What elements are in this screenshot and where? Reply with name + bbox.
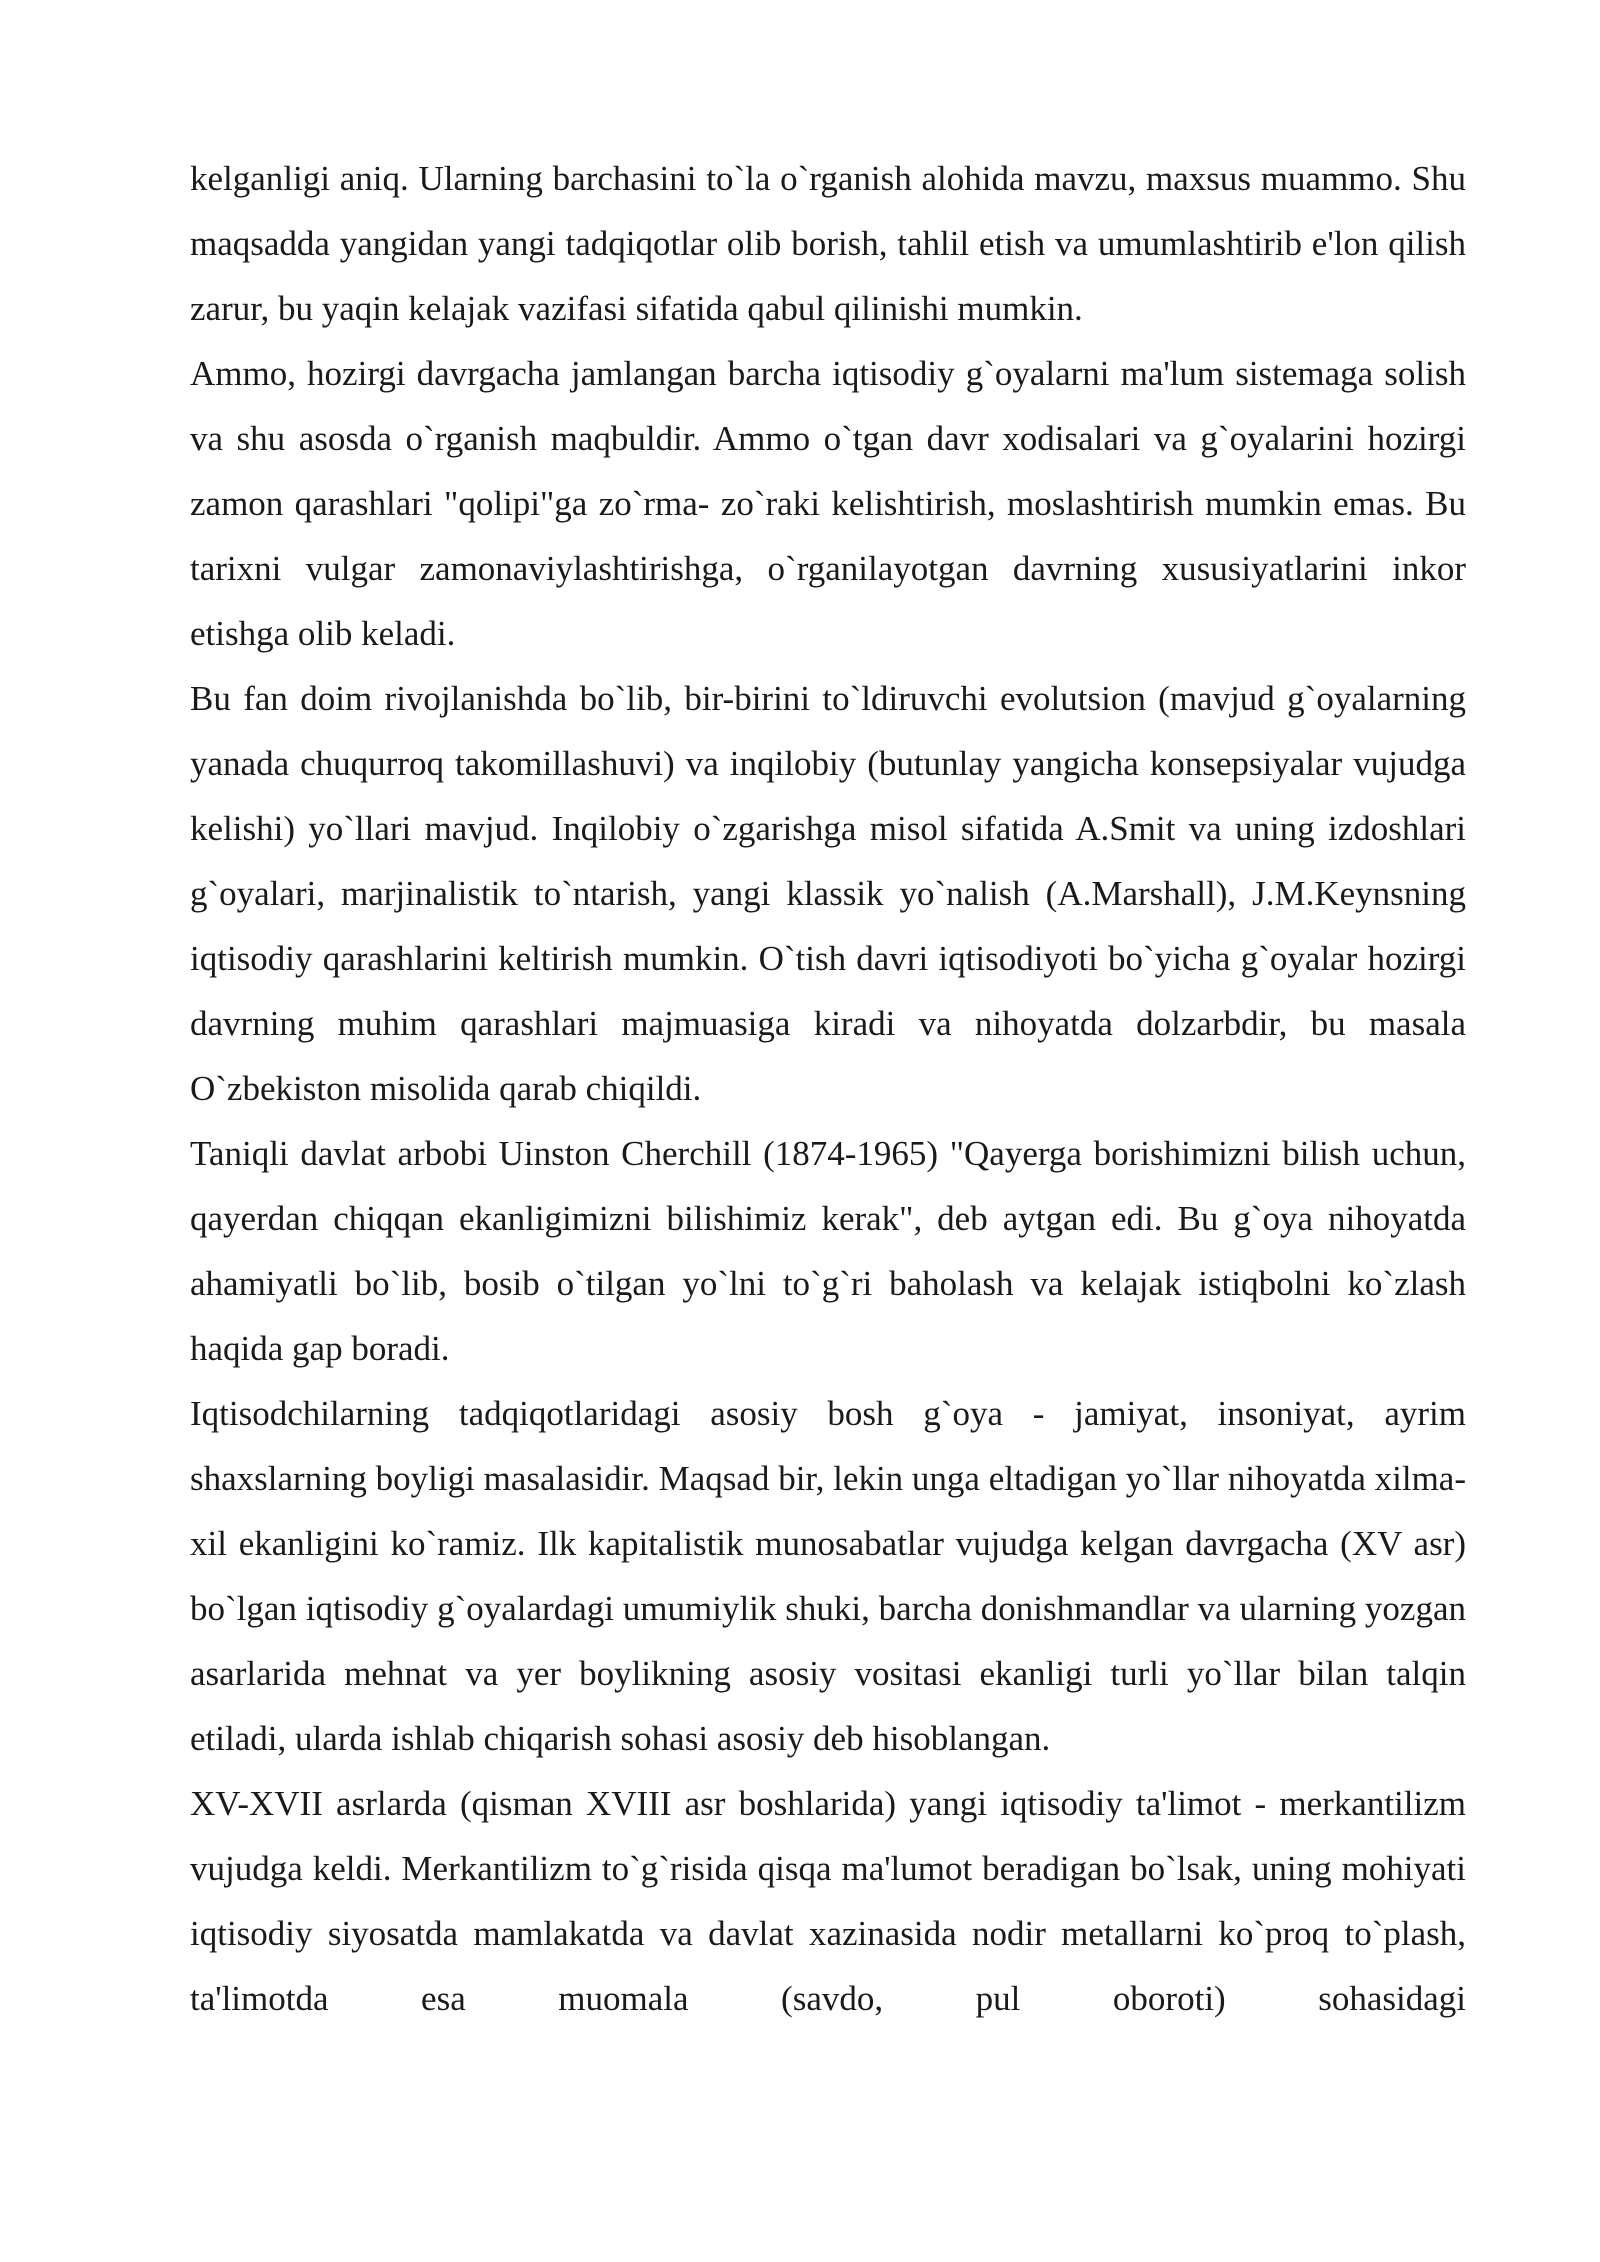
paragraph-3: Bu fan doim rivojlanishda bo`lib, bir-birini to`ldiruvchi evolutsion (mavjud g`oyalarning yanada chuqurroq takomillashuvi) va inqilobiy (butunlay yangicha konsepsiyalar vujudga kelishi) yo`llari mavjud. Inqilobiy o`zgarishga misol sifatida A.Smit va uning izdoshlari g`oyalari, marjinalistik to`ntarish, yangi klassik yo`nalish (A.Marshall), J.M.Keynsning iqtisodiy qarashlarini keltirish mumkin. O`tish davri iqtisodiyoti bo`yicha g`oyalar hozirgi davrning muhim qarashlari majmuasiga kiradi va nihoyatda dolzarbdir, bu masala O`zbekiston misolida qarab chiqildi. [190, 679, 1466, 1108]
paragraph-5: Iqtisodchilarning tadqiqotlaridagi asosiy bosh g`oya - jamiyat, insoniyat, ayrim shaxslarning boyligi masalasidir. Maqsad bir, lekin unga eltadigan yo`llar nihoyatda xilma-xil ekanligini ko`ramiz. Ilk kapitalistik munosabatlar vujudga kelgan davrgacha (XV asr) bo`lgan iqtisodiy g`oyalardagi umumiylik shuki, barcha donishmandlar va ularning yozgan asarlarida mehnat va yer boylikning asosiy vositasi ekanligi turli yo`llar bilan talqin etiladi, ularda ishlab chiqarish sohasi asosiy deb hisoblangan. [190, 1394, 1466, 1758]
page-body [190, 146, 1466, 2031]
paragraph-2: Ammo, hozirgi davrgacha jamlangan barcha iqtisodiy g`oyalarni ma'lum sistemaga solish va shu asosda o`rganish maqbuldir. Ammo o`tgan davr xodisalari va g`oyalarini hozirgi zamon qarashlari "qolipi"ga zo`rma- zo`raki kelishtirish, moslashtirish mumkin emas. Bu tarixni vulgar zamonaviylashtirishga, o`rganilayotgan davrning xususiyatlarini inkor etishga olib keladi. [190, 354, 1466, 653]
paragraph-4: Taniqli davlat arbobi Uinston Cherchill (1874-1965) "Qayerga borishimizni bilish uchun, qayerdan chiqqan ekanligimizni bilishimiz kerak", deb aytgan edi. Bu g`oya nihoyatda ahamiyatli bo`lib, bosib o`tilgan yo`lni to`g`ri baholash va kelajak istiqbolni ko`zlash haqida gap boradi. [190, 1134, 1466, 1368]
paragraph-6: XV-XVII asrlarda (qisman XVIII asr boshlarida) yangi iqtisodiy ta'limot - merkantilizm vujudga keldi. Merkantilizm to`g`risida qisqa ma'lumot beradigan bo`lsak, uning mohiyati iqtisodiy siyosatda mamlakatda va davlat xazinasida nodir metallarni ko`proq to`plash, ta'limotda esa muomala (savdo, pul oboroti) sohasidagi [190, 1784, 1466, 2018]
paragraph-1: kelganligi aniq. Ularning barchasini to`la o`rganish alohida mavzu, maxsus muammo. Shu maqsadda yangidan yangi tadqiqotlar olib borish, tahlil etish va umumlashtirib e'lon qilish zarur, bu yaqin kelajak vazifasi sifatida qabul qilinishi mumkin. [190, 159, 1466, 328]
